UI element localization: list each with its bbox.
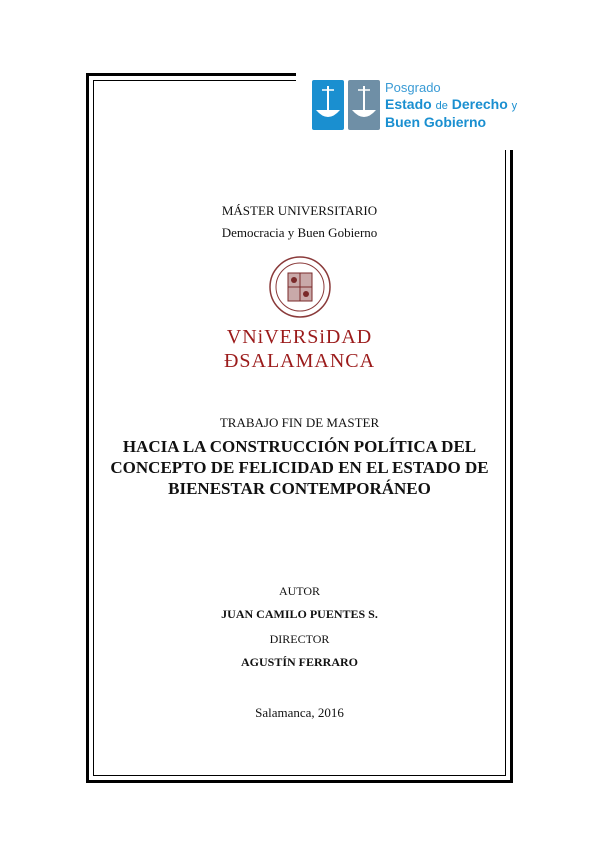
thesis-title-line-3: BIENESTAR CONTEMPORÁNEO xyxy=(168,479,431,498)
logo-text xyxy=(385,80,517,130)
place-date: Salamanca, 2016 xyxy=(255,705,344,720)
thesis-title-line-2: CONCEPTO DE FELICIDAD EN EL ESTADO DE xyxy=(110,458,489,477)
logo-line-1: Posgrado xyxy=(385,80,441,95)
logo-word-de: de xyxy=(435,100,448,112)
director-label: DIRECTOR xyxy=(269,632,330,646)
frame-inner-top xyxy=(93,80,296,81)
frame-border-right xyxy=(510,150,513,783)
frame-border-top xyxy=(86,73,296,76)
program-label: MÁSTER UNIVERSITARIO xyxy=(221,203,378,218)
logo-word-derecho: Derecho xyxy=(451,96,508,112)
director-name: AGUSTÍN FERRARO xyxy=(240,655,358,669)
university-name-line-1: VNiVERSiDAD xyxy=(226,326,373,348)
author-name: JUAN CAMILO PUENTES S. xyxy=(221,607,378,621)
thesis-title-line-1: HACIA LA CONSTRUCCIÓN POLÍTICA DEL xyxy=(122,437,477,456)
university-name xyxy=(93,325,506,373)
scales-icon xyxy=(312,80,344,130)
logo-word-y: y xyxy=(511,100,518,112)
logo-line-2 xyxy=(385,96,517,114)
scales-icon-secondary xyxy=(348,80,380,130)
thesis-title xyxy=(93,436,506,499)
university-name-line-2: ÐSALAMANCA xyxy=(223,350,376,372)
frame-border-left xyxy=(86,73,89,783)
logo-line-3: Buen Gobierno xyxy=(385,114,487,130)
university-seal-icon xyxy=(268,255,332,319)
thesis-type-label: TRABAJO FIN DE MASTER xyxy=(219,415,380,430)
posgrado-logo xyxy=(312,80,518,132)
logo-word-estado: Estado xyxy=(385,96,432,112)
author-label: AUTOR xyxy=(278,584,321,598)
program-name: Democracia y Buen Gobierno xyxy=(221,225,378,240)
frame-border-bottom xyxy=(86,780,513,783)
frame-inner-bottom xyxy=(93,775,506,776)
